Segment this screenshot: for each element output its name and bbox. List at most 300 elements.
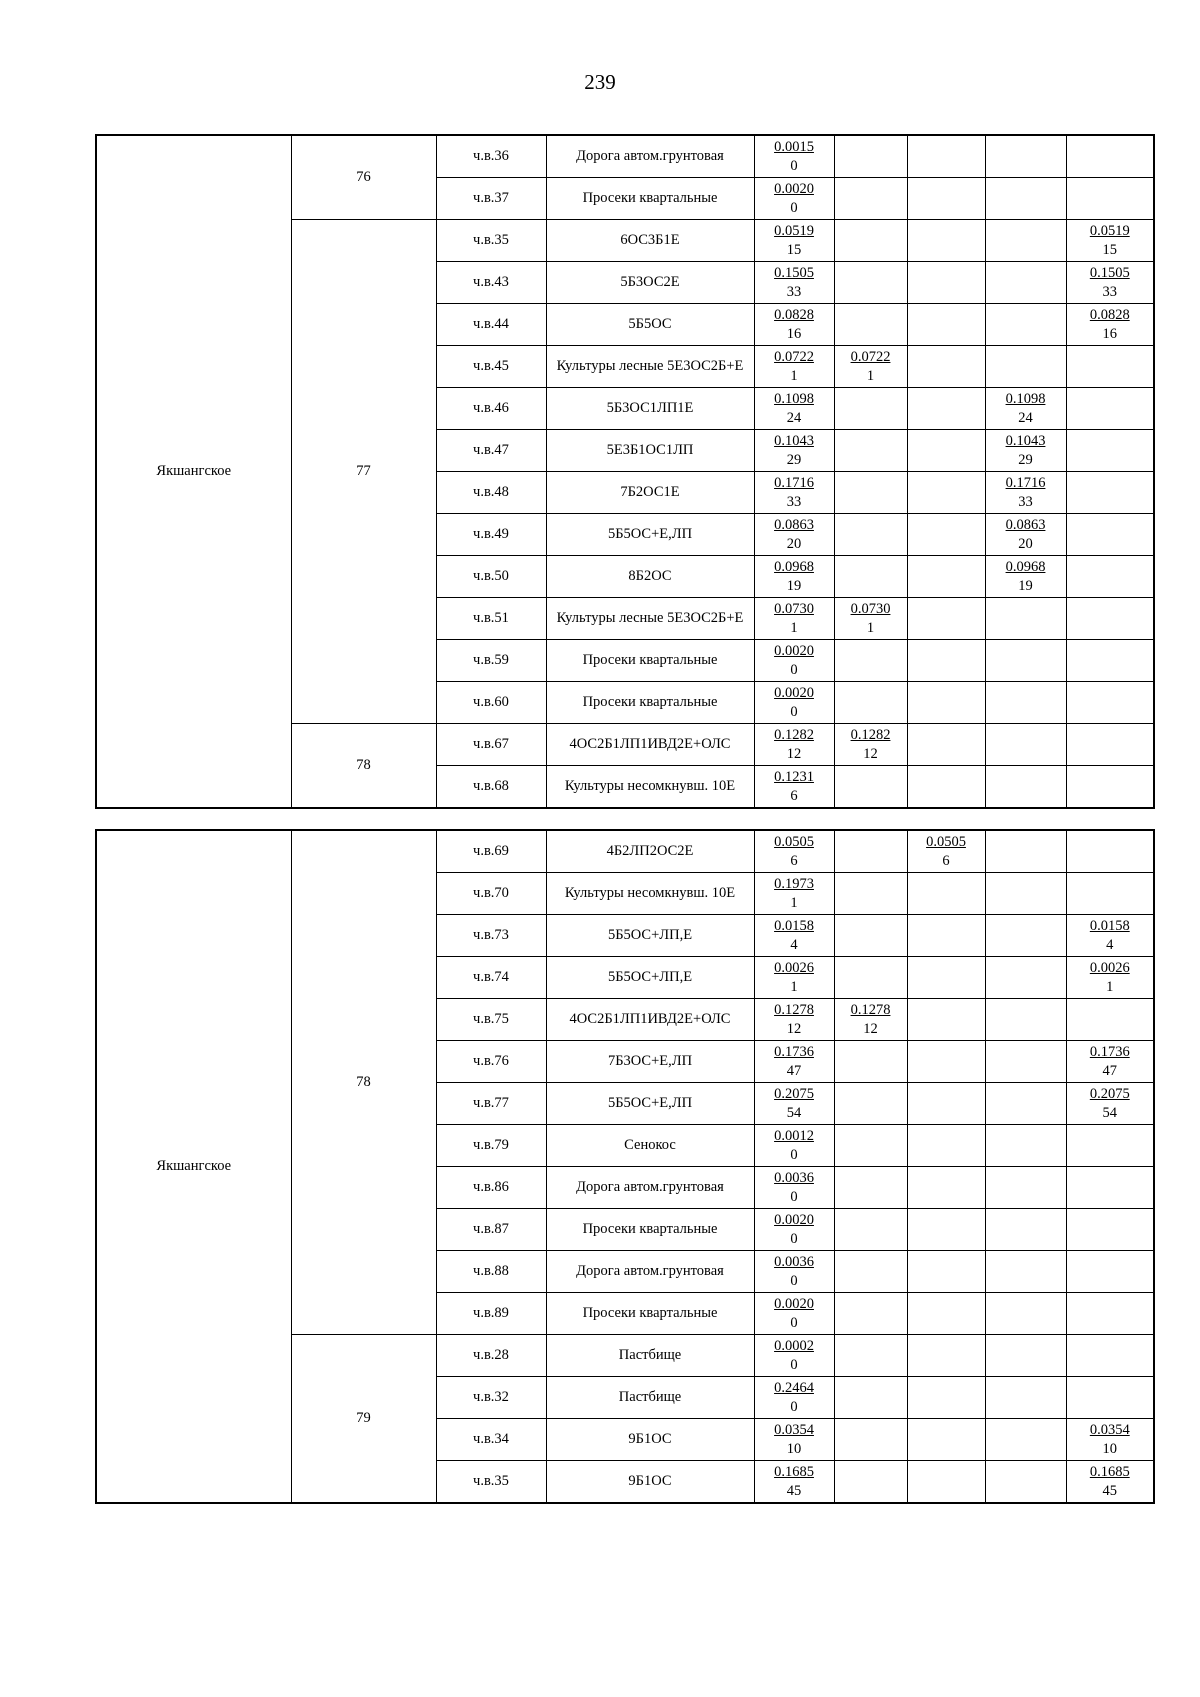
part-cell: ч.в.37 [436, 178, 546, 220]
value-cell [834, 724, 907, 766]
description-cell: Сенокос [546, 1125, 754, 1167]
description-cell: 8Б2ОС [546, 556, 754, 598]
area-value: 0.0828 [774, 306, 814, 323]
empty-cell [1066, 430, 1154, 472]
area-value: 0.0968 [774, 558, 814, 575]
value-cell [754, 304, 834, 346]
value-cell [754, 1293, 834, 1335]
part-cell: ч.в.60 [436, 682, 546, 724]
empty-cell [1066, 640, 1154, 682]
empty-cell [985, 346, 1066, 388]
area-value: 0.0968 [1005, 558, 1046, 575]
description-cell: 5Б5ОС+Е,ЛП [546, 1083, 754, 1125]
value-cell [754, 1209, 834, 1251]
area-value: 0.0036 [774, 1253, 814, 1270]
empty-cell [834, 1083, 907, 1125]
empty-cell [834, 915, 907, 957]
volume-value: 16 [1102, 325, 1117, 342]
empty-cell [1066, 1209, 1154, 1251]
description-cell: Просеки квартальные [546, 682, 754, 724]
empty-cell [834, 1125, 907, 1167]
empty-cell [985, 873, 1066, 915]
empty-cell [907, 556, 985, 598]
description-cell: 5Е3Б1ОС1ЛП [546, 430, 754, 472]
empty-cell [907, 999, 985, 1041]
empty-cell [1066, 472, 1154, 514]
page-number: 239 [584, 70, 616, 94]
empty-cell [985, 640, 1066, 682]
volume-value: 4 [790, 936, 798, 953]
empty-cell [985, 999, 1066, 1041]
empty-cell [834, 873, 907, 915]
empty-cell [907, 430, 985, 472]
volume-value: 47 [1102, 1062, 1117, 1079]
value-cell [834, 999, 907, 1041]
volume-value: 6 [790, 787, 798, 804]
empty-cell [834, 1041, 907, 1083]
empty-cell [985, 1293, 1066, 1335]
empty-cell [907, 915, 985, 957]
empty-cell [985, 915, 1066, 957]
volume-value: 54 [1102, 1104, 1117, 1121]
kvartal-cell: 78 [291, 830, 436, 1335]
empty-cell [985, 1377, 1066, 1419]
part-cell: ч.в.89 [436, 1293, 546, 1335]
volume-value: 0 [790, 661, 798, 678]
empty-cell [907, 1377, 985, 1419]
empty-cell [1066, 999, 1154, 1041]
empty-cell [834, 514, 907, 556]
area-value: 0.1736 [1089, 1043, 1130, 1060]
description-cell: 5Б5ОС+ЛП,Е [546, 915, 754, 957]
empty-cell [985, 1167, 1066, 1209]
description-cell: Культуры несомкнувш. 10Е [546, 873, 754, 915]
empty-cell [907, 1209, 985, 1251]
district-cell: Якшангское [96, 135, 291, 808]
empty-cell [1066, 766, 1154, 809]
empty-cell [985, 1083, 1066, 1125]
empty-cell [1066, 388, 1154, 430]
empty-cell [834, 766, 907, 809]
volume-value: 0 [790, 199, 798, 216]
empty-cell [985, 262, 1066, 304]
description-cell: 7Б3ОС+Е,ЛП [546, 1041, 754, 1083]
value-cell [985, 388, 1066, 430]
volume-value: 10 [1102, 1440, 1117, 1457]
part-cell: ч.в.44 [436, 304, 546, 346]
volume-value: 0 [790, 1356, 798, 1373]
empty-cell [1066, 514, 1154, 556]
kvartal-cell: 76 [291, 135, 436, 220]
part-cell: ч.в.36 [436, 135, 546, 178]
empty-cell [834, 262, 907, 304]
description-cell: Просеки квартальные [546, 178, 754, 220]
area-value: 0.1098 [1005, 390, 1046, 407]
volume-value: 0 [790, 1230, 798, 1247]
empty-cell [1066, 682, 1154, 724]
empty-cell [1066, 178, 1154, 220]
value-cell [754, 873, 834, 915]
empty-cell [834, 640, 907, 682]
empty-cell [834, 388, 907, 430]
value-cell [834, 598, 907, 640]
part-cell: ч.в.35 [436, 220, 546, 262]
empty-cell [985, 682, 1066, 724]
empty-cell [834, 1209, 907, 1251]
area-value: 0.0012 [774, 1127, 814, 1144]
empty-cell [834, 556, 907, 598]
value-cell [754, 220, 834, 262]
part-cell: ч.в.43 [436, 262, 546, 304]
area-value: 0.0354 [774, 1421, 814, 1438]
value-cell [754, 766, 834, 809]
area-value: 0.0722 [850, 348, 891, 365]
part-cell: ч.в.73 [436, 915, 546, 957]
area-value: 0.1716 [774, 474, 814, 491]
description-cell: Пастбище [546, 1335, 754, 1377]
value-cell [754, 1041, 834, 1083]
empty-cell [907, 1461, 985, 1504]
part-cell: ч.в.79 [436, 1125, 546, 1167]
empty-cell [907, 873, 985, 915]
empty-cell [834, 472, 907, 514]
description-cell: 4ОС2Б1ЛП1ИВД2Е+ОЛС [546, 724, 754, 766]
area-value: 0.1278 [850, 1001, 891, 1018]
empty-cell [834, 1335, 907, 1377]
empty-cell [834, 1419, 907, 1461]
part-cell: ч.в.86 [436, 1167, 546, 1209]
empty-cell [907, 1083, 985, 1125]
description-cell: Просеки квартальные [546, 640, 754, 682]
description-cell: Культуры лесные 5Е3ОС2Б+Е [546, 598, 754, 640]
empty-cell [834, 220, 907, 262]
empty-cell [907, 346, 985, 388]
area-value: 0.0015 [774, 138, 814, 155]
description-cell: Дорога автом.грунтовая [546, 1251, 754, 1293]
empty-cell [907, 304, 985, 346]
empty-cell [985, 766, 1066, 809]
area-value: 0.0505 [926, 833, 966, 850]
empty-cell [907, 598, 985, 640]
area-value: 0.1505 [774, 264, 814, 281]
empty-cell [907, 640, 985, 682]
value-cell [754, 830, 834, 873]
value-cell [754, 640, 834, 682]
empty-cell [834, 1293, 907, 1335]
part-cell: ч.в.74 [436, 957, 546, 999]
part-cell: ч.в.28 [436, 1335, 546, 1377]
area-value: 0.0020 [774, 684, 814, 701]
part-cell: ч.в.75 [436, 999, 546, 1041]
area-value: 0.1231 [774, 768, 814, 785]
empty-cell [834, 304, 907, 346]
area-value: 0.0026 [1089, 959, 1130, 976]
area-value: 0.2464 [774, 1379, 814, 1396]
empty-cell [1066, 135, 1154, 178]
part-cell: ч.в.49 [436, 514, 546, 556]
part-cell: ч.в.70 [436, 873, 546, 915]
volume-value: 20 [1018, 535, 1033, 552]
empty-cell [1066, 873, 1154, 915]
description-cell: Пастбище [546, 1377, 754, 1419]
description-cell: 9Б1ОС [546, 1461, 754, 1504]
empty-cell [907, 1251, 985, 1293]
volume-value: 20 [786, 535, 802, 552]
volume-value: 54 [786, 1104, 802, 1121]
empty-cell [985, 1461, 1066, 1504]
area-value: 0.1505 [1089, 264, 1130, 281]
empty-cell [1066, 556, 1154, 598]
volume-value: 29 [1018, 451, 1033, 468]
description-cell: Культуры лесные 5Е3ОС2Б+Е [546, 346, 754, 388]
volume-value: 19 [1018, 577, 1033, 594]
area-value: 0.0020 [774, 1295, 814, 1312]
value-cell [754, 1461, 834, 1504]
value-cell [1066, 220, 1154, 262]
value-cell [754, 262, 834, 304]
volume-value: 1 [790, 894, 798, 911]
value-cell [754, 1335, 834, 1377]
kvartal-cell: 78 [291, 724, 436, 809]
volume-value: 10 [786, 1440, 802, 1457]
area-value: 0.0730 [774, 600, 814, 617]
area-value: 0.1736 [774, 1043, 814, 1060]
area-value: 0.0020 [774, 642, 814, 659]
description-cell: 5Б5ОС [546, 304, 754, 346]
empty-cell [907, 178, 985, 220]
area-value: 0.1043 [774, 432, 814, 449]
volume-value: 0 [790, 1314, 798, 1331]
empty-cell [985, 1419, 1066, 1461]
value-cell [754, 346, 834, 388]
value-cell [1066, 1083, 1154, 1125]
description-cell: 5Б5ОС+ЛП,Е [546, 957, 754, 999]
empty-cell [985, 598, 1066, 640]
value-cell [754, 1125, 834, 1167]
kvartal-cell: 79 [291, 1335, 436, 1504]
area-value: 0.0722 [774, 348, 814, 365]
volume-value: 33 [1102, 283, 1117, 300]
empty-cell [985, 135, 1066, 178]
volume-value: 12 [786, 1020, 802, 1037]
value-cell [754, 957, 834, 999]
volume-value: 1 [866, 619, 875, 636]
description-cell: 7Б2ОС1Е [546, 472, 754, 514]
empty-cell [834, 682, 907, 724]
empty-cell [907, 766, 985, 809]
description-cell: Культуры несомкнувш. 10Е [546, 766, 754, 809]
empty-cell [907, 1125, 985, 1167]
volume-value: 15 [1102, 241, 1117, 258]
value-cell [985, 556, 1066, 598]
part-cell: ч.в.34 [436, 1419, 546, 1461]
value-cell [754, 1377, 834, 1419]
part-cell: ч.в.59 [436, 640, 546, 682]
empty-cell [1066, 1167, 1154, 1209]
description-cell: 9Б1ОС [546, 1419, 754, 1461]
area-value: 0.0354 [1089, 1421, 1130, 1438]
value-cell [754, 1251, 834, 1293]
value-cell [1066, 957, 1154, 999]
volume-value: 1 [866, 367, 875, 384]
empty-cell [834, 1461, 907, 1504]
part-cell: ч.в.47 [436, 430, 546, 472]
empty-cell [907, 957, 985, 999]
value-cell [754, 598, 834, 640]
area-value: 0.1282 [850, 726, 891, 743]
value-cell [754, 1083, 834, 1125]
volume-value: 6 [942, 852, 950, 869]
area-value: 0.0020 [774, 1211, 814, 1228]
area-value: 0.1973 [774, 875, 814, 892]
area-value: 0.2075 [774, 1085, 814, 1102]
area-value: 0.1278 [774, 1001, 814, 1018]
part-cell: ч.в.67 [436, 724, 546, 766]
table-row [96, 830, 1154, 873]
empty-cell [834, 430, 907, 472]
area-value: 0.0026 [774, 959, 814, 976]
volume-value: 15 [786, 241, 802, 258]
value-cell [754, 430, 834, 472]
value-cell [754, 135, 834, 178]
value-cell [985, 514, 1066, 556]
empty-cell [907, 262, 985, 304]
empty-cell [907, 220, 985, 262]
value-cell [754, 1167, 834, 1209]
value-cell [754, 682, 834, 724]
value-cell [1066, 1041, 1154, 1083]
part-cell: ч.в.87 [436, 1209, 546, 1251]
kvartal-cell: 77 [291, 220, 436, 724]
area-value: 0.0505 [774, 833, 814, 850]
area-value: 0.0730 [850, 600, 891, 617]
empty-cell [1066, 598, 1154, 640]
empty-cell [834, 830, 907, 873]
part-cell: ч.в.48 [436, 472, 546, 514]
volume-value: 0 [790, 157, 798, 174]
description-cell: 6ОС3Б1Е [546, 220, 754, 262]
volume-value: 0 [790, 703, 798, 720]
area-value: 0.1043 [1005, 432, 1046, 449]
empty-cell [1066, 830, 1154, 873]
value-cell [754, 514, 834, 556]
empty-cell [985, 220, 1066, 262]
description-cell: 5Б3ОС1ЛП1Е [546, 388, 754, 430]
part-cell: ч.в.76 [436, 1041, 546, 1083]
area-value: 0.0002 [774, 1337, 814, 1354]
value-cell [1066, 915, 1154, 957]
value-cell [907, 830, 985, 873]
empty-cell [834, 957, 907, 999]
empty-cell [985, 1209, 1066, 1251]
empty-cell [907, 682, 985, 724]
empty-cell [907, 135, 985, 178]
empty-cell [907, 472, 985, 514]
value-cell [985, 430, 1066, 472]
volume-value: 45 [786, 1482, 802, 1499]
value-cell [1066, 304, 1154, 346]
volume-value: 24 [1018, 409, 1033, 426]
volume-value: 29 [786, 451, 802, 468]
volume-value: 1 [790, 367, 798, 384]
part-cell: ч.в.51 [436, 598, 546, 640]
empty-cell [985, 1125, 1066, 1167]
area-value: 0.1716 [1005, 474, 1046, 491]
part-cell: ч.в.68 [436, 766, 546, 809]
volume-value: 12 [863, 745, 878, 762]
value-cell [1066, 262, 1154, 304]
area-value: 0.1098 [774, 390, 814, 407]
area-value: 0.0036 [774, 1169, 814, 1186]
description-cell: Дорога автом.грунтовая [546, 1167, 754, 1209]
empty-cell [907, 724, 985, 766]
empty-cell [907, 514, 985, 556]
value-cell [754, 915, 834, 957]
volume-value: 12 [863, 1020, 878, 1037]
value-cell [1066, 1461, 1154, 1504]
area-value: 0.0863 [1005, 516, 1046, 533]
empty-cell [985, 957, 1066, 999]
empty-cell [985, 1251, 1066, 1293]
area-value: 0.0828 [1089, 306, 1130, 323]
empty-cell [1066, 1125, 1154, 1167]
empty-cell [1066, 346, 1154, 388]
empty-cell [907, 1419, 985, 1461]
district-cell: Якшангское [96, 830, 291, 1503]
part-cell: ч.в.50 [436, 556, 546, 598]
area-value: 0.0863 [774, 516, 814, 533]
forest-table [95, 829, 1155, 1504]
part-cell: ч.в.45 [436, 346, 546, 388]
empty-cell [985, 1335, 1066, 1377]
value-cell [754, 999, 834, 1041]
empty-cell [834, 1167, 907, 1209]
volume-value: 0 [790, 1272, 798, 1289]
volume-value: 45 [1102, 1482, 1117, 1499]
volume-value: 12 [786, 745, 802, 762]
volume-value: 0 [790, 1398, 798, 1415]
empty-cell [834, 135, 907, 178]
part-cell: ч.в.77 [436, 1083, 546, 1125]
value-cell [754, 472, 834, 514]
volume-value: 0 [790, 1188, 798, 1205]
part-cell: ч.в.69 [436, 830, 546, 873]
volume-value: 33 [786, 493, 802, 510]
volume-value: 1 [790, 619, 798, 636]
part-cell: ч.в.32 [436, 1377, 546, 1419]
empty-cell [1066, 1377, 1154, 1419]
value-cell [754, 1419, 834, 1461]
value-cell [754, 556, 834, 598]
empty-cell [1066, 1293, 1154, 1335]
empty-cell [985, 724, 1066, 766]
empty-cell [985, 304, 1066, 346]
volume-value: 24 [786, 409, 802, 426]
description-cell: 4Б2ЛП2ОС2Е [546, 830, 754, 873]
empty-cell [907, 388, 985, 430]
table-row [96, 135, 1154, 178]
empty-cell [1066, 1251, 1154, 1293]
empty-cell [907, 1335, 985, 1377]
volume-value: 1 [1106, 978, 1114, 995]
empty-cell [985, 830, 1066, 873]
area-value: 0.1685 [1089, 1463, 1130, 1480]
description-cell: 5Б5ОС+Е,ЛП [546, 514, 754, 556]
area-value: 0.0519 [774, 222, 814, 239]
empty-cell [985, 1041, 1066, 1083]
volume-value: 33 [1018, 493, 1033, 510]
empty-cell [1066, 1335, 1154, 1377]
